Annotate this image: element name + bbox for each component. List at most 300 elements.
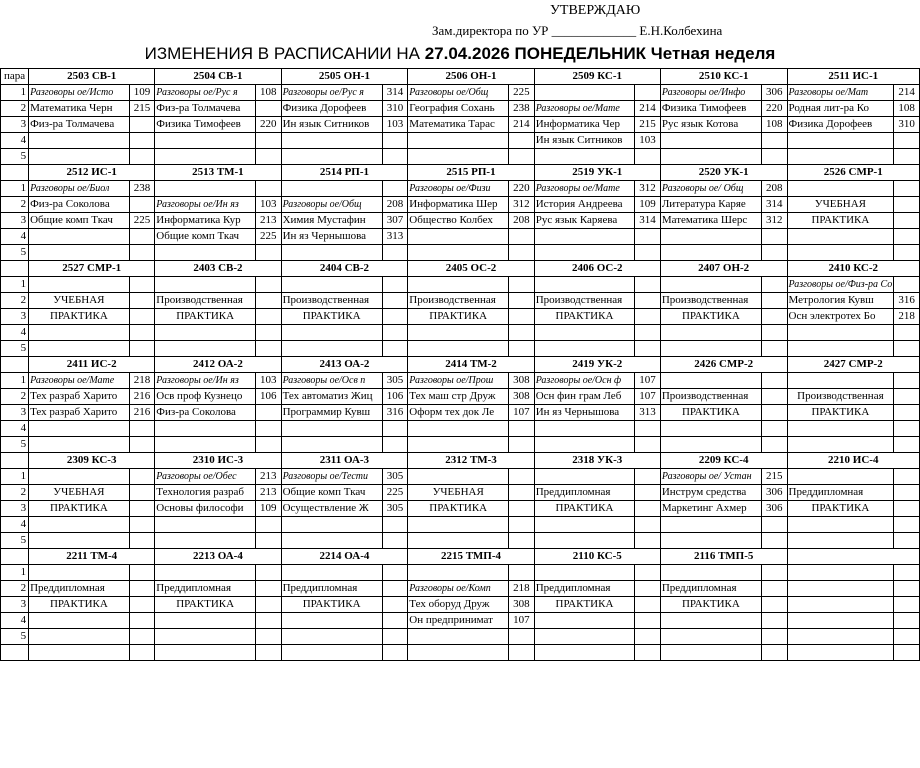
table-row	[1, 213, 920, 229]
room-cell: 316	[382, 405, 408, 421]
table-row	[1, 645, 920, 661]
room-cell	[894, 229, 920, 245]
room-cell: 218	[894, 309, 920, 325]
room-cell: 312	[635, 181, 661, 197]
group-name: 2413 ОА-2	[281, 357, 408, 373]
subject-cell: Преддипломная	[281, 581, 382, 597]
subject-cell: Тех разраб Харито	[29, 389, 130, 405]
subject-cell: Ин язык Ситников	[534, 133, 635, 149]
subject-cell: Осн фин грам Леб	[534, 389, 635, 405]
room-cell	[129, 581, 155, 597]
subject-cell	[408, 245, 509, 261]
room-cell	[255, 101, 281, 117]
subject-cell	[29, 341, 130, 357]
room-cell: 305	[382, 373, 408, 389]
group-name: 2514 РП-1	[281, 165, 408, 181]
subject-cell	[787, 341, 894, 357]
subject-cell: ПРАКТИКА	[787, 405, 894, 421]
empty-cell	[281, 645, 382, 661]
room-cell	[635, 149, 661, 165]
subject-cell	[660, 421, 761, 437]
room-cell	[761, 597, 787, 613]
group-name: 2116 ТМП-5	[660, 549, 787, 565]
room-cell: 314	[761, 197, 787, 213]
room-cell: 214	[894, 85, 920, 101]
subject-cell	[408, 565, 509, 581]
group-name: 2407 ОН-2	[660, 261, 787, 277]
group-name: 2526 СМР-1	[787, 165, 919, 181]
room-cell	[255, 309, 281, 325]
room-cell	[894, 149, 920, 165]
room-cell	[129, 501, 155, 517]
room-cell: 208	[382, 197, 408, 213]
subject-cell	[29, 229, 130, 245]
group-name: 2511 ИС-1	[787, 69, 919, 85]
subject-cell	[660, 565, 761, 581]
subject-cell	[660, 437, 761, 453]
deputy-signature-line: Зам.директора по УР _____________ Е.Н.Колбехина	[432, 23, 723, 38]
room-cell	[509, 533, 535, 549]
room-cell: 109	[255, 501, 281, 517]
subject-cell	[29, 469, 130, 485]
group-name: 2519 УК-1	[534, 165, 660, 181]
group-name: 2513 ТМ-1	[155, 165, 281, 181]
subject-cell	[787, 581, 894, 597]
subject-cell: Основы философи	[155, 501, 256, 517]
room-cell	[129, 117, 155, 133]
subject-cell: Общие комп Ткач	[29, 213, 130, 229]
room-cell	[635, 613, 661, 629]
subject-cell: Разговоры ое/Исто	[29, 85, 130, 101]
group-name: 2213 ОА-4	[155, 549, 281, 565]
group-name: 2527 СМР-1	[29, 261, 155, 277]
empty-cell	[534, 645, 635, 661]
table-row	[1, 85, 920, 101]
subject-cell: Разговоры ое/Осн ф	[534, 373, 635, 389]
group-name: 2419 УК-2	[534, 357, 660, 373]
subject-cell	[534, 149, 635, 165]
table-row	[1, 133, 920, 149]
subject-cell: Разговоры ое/Общ	[408, 85, 509, 101]
empty-cell	[382, 645, 408, 661]
room-cell	[129, 293, 155, 309]
room-cell	[129, 517, 155, 533]
room-cell: 108	[255, 85, 281, 101]
subject-cell	[155, 517, 256, 533]
table-row	[1, 229, 920, 245]
room-cell	[509, 229, 535, 245]
room-cell	[382, 293, 408, 309]
subject-cell	[281, 341, 382, 357]
room-cell	[509, 469, 535, 485]
room-cell	[255, 181, 281, 197]
room-cell: 306	[761, 85, 787, 101]
room-cell	[382, 437, 408, 453]
subject-cell	[408, 533, 509, 549]
subject-cell: Математика Шерс	[660, 213, 761, 229]
subject-cell: Он предпринимат	[408, 613, 509, 629]
group-name: 2312 ТМ-3	[408, 453, 534, 469]
subject-cell: Разговоры ое/Рус я	[155, 85, 256, 101]
subject-cell	[787, 629, 894, 645]
room-cell: 305	[382, 469, 408, 485]
room-cell	[761, 421, 787, 437]
room-cell: 225	[255, 229, 281, 245]
subject-cell: Производственная	[534, 293, 635, 309]
subject-cell: Производственная	[408, 293, 509, 309]
subject-cell: Родная лит-ра Ко	[787, 101, 894, 117]
para-number: 5	[1, 437, 29, 453]
group-name: 2414 ТМ-2	[408, 357, 534, 373]
room-cell	[382, 277, 408, 293]
room-cell	[761, 373, 787, 389]
room-cell: 308	[509, 597, 535, 613]
subject-cell	[787, 469, 894, 485]
room-cell: 103	[635, 133, 661, 149]
subject-cell	[155, 629, 256, 645]
subject-cell	[534, 437, 635, 453]
room-cell	[255, 613, 281, 629]
room-cell	[382, 181, 408, 197]
room-cell	[761, 533, 787, 549]
group-name: 2506 ОН-1	[408, 69, 534, 85]
table-row	[1, 181, 920, 197]
subject-cell	[660, 629, 761, 645]
subject-cell: Физ-ра Соколова	[29, 197, 130, 213]
room-cell	[635, 565, 661, 581]
room-cell: 313	[382, 229, 408, 245]
empty-cell	[255, 645, 281, 661]
group-name: 2318 УК-3	[534, 453, 660, 469]
subject-cell	[787, 437, 894, 453]
room-cell	[509, 421, 535, 437]
room-cell: 313	[635, 405, 661, 421]
subject-cell	[534, 325, 635, 341]
subject-cell	[408, 517, 509, 533]
document-header	[0, 0, 920, 68]
schedule-table	[0, 68, 920, 661]
subject-cell	[29, 133, 130, 149]
subject-cell	[155, 341, 256, 357]
room-cell: 214	[635, 101, 661, 117]
room-cell	[635, 309, 661, 325]
subject-cell: Физика Тимофеев	[660, 101, 761, 117]
room-cell	[255, 245, 281, 261]
subject-cell: Производственная	[155, 293, 256, 309]
group-name: 2405 ОС-2	[408, 261, 534, 277]
room-cell: 305	[382, 501, 408, 517]
para-number: 1	[1, 85, 29, 101]
table-row	[1, 613, 920, 629]
room-cell	[509, 133, 535, 149]
table-row	[1, 533, 920, 549]
room-cell	[635, 245, 661, 261]
subject-cell: Разговоры ое/Физи	[408, 181, 509, 197]
room-cell	[761, 245, 787, 261]
room-cell	[382, 629, 408, 645]
table-row	[1, 421, 920, 437]
room-cell	[635, 293, 661, 309]
para-number: 1	[1, 181, 29, 197]
group-name: 2520 УК-1	[660, 165, 787, 181]
group-name: 2310 ИС-3	[155, 453, 281, 469]
para-number: 3	[1, 501, 29, 517]
subject-cell: Информатика Чер	[534, 117, 635, 133]
room-cell	[382, 581, 408, 597]
subject-cell: Ин яз Чернышова	[534, 405, 635, 421]
group-header-row	[1, 549, 920, 565]
room-cell	[761, 613, 787, 629]
subject-cell	[408, 149, 509, 165]
subject-cell: Преддипломная	[29, 581, 130, 597]
room-cell	[894, 389, 920, 405]
room-cell	[635, 85, 661, 101]
subject-cell	[660, 325, 761, 341]
subject-cell	[281, 437, 382, 453]
subject-cell	[29, 277, 130, 293]
subject-cell: Осн электротех Бо	[787, 309, 894, 325]
group-name: 2403 СВ-2	[155, 261, 281, 277]
subject-cell: Физика Дорофеев	[281, 101, 382, 117]
room-cell: 314	[382, 85, 408, 101]
room-cell	[129, 325, 155, 341]
subject-cell	[281, 613, 382, 629]
room-cell: 306	[761, 501, 787, 517]
room-cell	[509, 245, 535, 261]
room-cell	[761, 149, 787, 165]
subject-cell: Разговоры ое/Инфо	[660, 85, 761, 101]
empty-cell	[155, 645, 256, 661]
subject-cell: Разговоры ое/Общ	[281, 197, 382, 213]
subject-cell	[29, 565, 130, 581]
subject-cell: Разговоры ое/Мат	[787, 85, 894, 101]
table-row	[1, 517, 920, 533]
room-cell	[129, 229, 155, 245]
room-cell	[129, 565, 155, 581]
room-cell	[635, 485, 661, 501]
subject-cell: Разговоры ое/Обес	[155, 469, 256, 485]
room-cell	[894, 197, 920, 213]
group-name: 2404 СВ-2	[281, 261, 408, 277]
group-name: 2211 ТМ-4	[29, 549, 155, 565]
room-cell	[382, 517, 408, 533]
subject-cell: ПРАКТИКА	[534, 597, 635, 613]
room-cell	[255, 277, 281, 293]
para-header-cell	[1, 549, 29, 565]
subject-cell	[29, 629, 130, 645]
para-number: 1	[1, 277, 29, 293]
room-cell: 208	[761, 181, 787, 197]
subject-cell	[787, 613, 894, 629]
para-number: 5	[1, 341, 29, 357]
room-cell	[129, 437, 155, 453]
room-cell	[894, 597, 920, 613]
group-name: 2311 ОА-3	[281, 453, 408, 469]
para-header-cell	[1, 261, 29, 277]
subject-cell: ПРАКТИКА	[787, 501, 894, 517]
para-number: 4	[1, 517, 29, 533]
subject-cell: Преддипломная	[534, 581, 635, 597]
room-cell	[894, 501, 920, 517]
para-number: 2	[1, 389, 29, 405]
subject-cell: Преддипломная	[534, 485, 635, 501]
subject-cell: Тех оборуд Друж	[408, 597, 509, 613]
subject-cell: Производственная	[660, 389, 761, 405]
subject-cell	[787, 149, 894, 165]
room-cell	[894, 581, 920, 597]
subject-cell	[534, 613, 635, 629]
subject-cell: ПРАКТИКА	[155, 597, 256, 613]
subject-cell: ПРАКТИКА	[660, 309, 761, 325]
room-cell	[894, 629, 920, 645]
room-cell: 314	[635, 213, 661, 229]
subject-cell	[155, 325, 256, 341]
subject-cell	[155, 437, 256, 453]
room-cell	[894, 405, 920, 421]
subject-cell	[660, 245, 761, 261]
room-cell	[635, 517, 661, 533]
room-cell	[382, 613, 408, 629]
subject-cell	[29, 517, 130, 533]
room-cell	[255, 149, 281, 165]
subject-cell: Физика Тимофеев	[155, 117, 256, 133]
group-name: 2215 ТМП-4	[408, 549, 534, 565]
room-cell	[894, 133, 920, 149]
table-row	[1, 437, 920, 453]
room-cell	[255, 437, 281, 453]
table-row	[1, 277, 920, 293]
room-cell: 214	[509, 117, 535, 133]
room-cell	[894, 181, 920, 197]
room-cell	[761, 229, 787, 245]
room-cell: 225	[382, 485, 408, 501]
group-name: 2406 ОС-2	[534, 261, 660, 277]
room-cell: 103	[382, 117, 408, 133]
room-cell	[255, 293, 281, 309]
subject-cell: Информатика Кур	[155, 213, 256, 229]
group-name: 2412 ОА-2	[155, 357, 281, 373]
room-cell	[894, 277, 920, 293]
para-number: 4	[1, 325, 29, 341]
para-number: 3	[1, 309, 29, 325]
subject-cell	[155, 565, 256, 581]
subject-cell	[281, 533, 382, 549]
room-cell	[894, 341, 920, 357]
subject-cell	[534, 517, 635, 533]
room-cell	[382, 565, 408, 581]
room-cell: 109	[635, 197, 661, 213]
room-cell	[255, 325, 281, 341]
table-row	[1, 629, 920, 645]
room-cell	[509, 277, 535, 293]
room-cell	[761, 565, 787, 581]
room-cell	[255, 341, 281, 357]
subject-cell: ПРАКТИКА	[408, 309, 509, 325]
subject-cell: УЧЕБНАЯ	[787, 197, 894, 213]
room-cell	[382, 133, 408, 149]
subject-cell	[534, 229, 635, 245]
para-number: 1	[1, 373, 29, 389]
subject-cell	[787, 421, 894, 437]
subject-cell: Оформ тех док Ле	[408, 405, 509, 421]
subject-cell: Тех автоматиз Жиц	[281, 389, 382, 405]
subject-cell	[155, 421, 256, 437]
subject-cell: Маркетинг Ахмер	[660, 501, 761, 517]
subject-cell: ПРАКТИКА	[29, 501, 130, 517]
room-cell: 213	[255, 469, 281, 485]
group-header-row	[1, 453, 920, 469]
empty-cell	[761, 645, 787, 661]
table-row	[1, 485, 920, 501]
room-cell: 306	[761, 485, 787, 501]
room-cell	[635, 277, 661, 293]
room-cell: 216	[129, 389, 155, 405]
room-cell	[761, 133, 787, 149]
table-row	[1, 469, 920, 485]
room-cell: 108	[761, 117, 787, 133]
subject-cell: Общество Колбех	[408, 213, 509, 229]
subject-cell	[29, 149, 130, 165]
subject-cell	[155, 181, 256, 197]
subject-cell	[660, 613, 761, 629]
room-cell	[255, 533, 281, 549]
subject-cell: ПРАКТИКА	[534, 501, 635, 517]
subject-cell	[534, 565, 635, 581]
group-name: 2512 ИС-1	[29, 165, 155, 181]
subject-cell	[281, 325, 382, 341]
subject-cell: Ин язык Ситников	[281, 117, 382, 133]
room-cell	[382, 533, 408, 549]
subject-cell	[281, 245, 382, 261]
group-name: 2214 ОА-4	[281, 549, 408, 565]
empty-cell	[660, 645, 761, 661]
room-cell	[509, 517, 535, 533]
title-prefix: ИЗМЕНЕНИЯ В РАСПИСАНИИ НА	[144, 44, 425, 63]
subject-cell: Осуществление Ж	[281, 501, 382, 517]
subject-cell	[534, 533, 635, 549]
subject-cell: Разговоры ое/Ин яз	[155, 197, 256, 213]
group-header-row	[1, 357, 920, 373]
room-cell	[509, 629, 535, 645]
subject-cell	[534, 341, 635, 357]
subject-cell: Разговоры ое/ Общ	[660, 181, 761, 197]
para-number: 3	[1, 117, 29, 133]
subject-cell	[660, 277, 761, 293]
group-name: 2427 СМР-2	[787, 357, 919, 373]
group-header-row	[1, 261, 920, 277]
subject-cell: Инструм средства	[660, 485, 761, 501]
room-cell	[382, 325, 408, 341]
subject-cell	[660, 133, 761, 149]
table-row	[1, 117, 920, 133]
room-cell	[635, 469, 661, 485]
subject-cell	[281, 149, 382, 165]
room-cell: 225	[129, 213, 155, 229]
subject-cell	[281, 629, 382, 645]
room-cell	[635, 421, 661, 437]
room-cell	[761, 581, 787, 597]
room-cell	[635, 629, 661, 645]
room-cell: 220	[255, 117, 281, 133]
para-number: 3	[1, 405, 29, 421]
room-cell: 238	[129, 181, 155, 197]
room-cell: 213	[255, 485, 281, 501]
subject-cell	[29, 421, 130, 437]
subject-cell	[408, 421, 509, 437]
subject-cell: Разговоры ое/Мате	[534, 101, 635, 117]
room-cell	[635, 437, 661, 453]
subject-cell	[787, 229, 894, 245]
